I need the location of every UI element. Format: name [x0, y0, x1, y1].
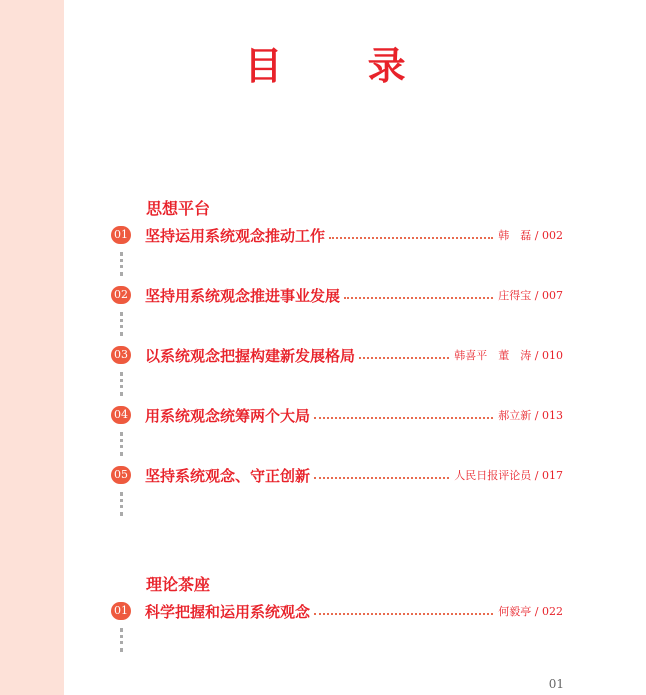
toc-entry[interactable]: [111, 464, 563, 486]
vertical-dots: [120, 628, 126, 652]
entry-number-badge: 01: [111, 602, 131, 620]
entry-author: 郝立新: [498, 409, 532, 422]
toc-entry[interactable]: [111, 344, 563, 366]
entry-page: 002: [542, 229, 563, 242]
vertical-dots: [120, 312, 126, 336]
entry-number-badge: 03: [111, 346, 131, 364]
toc-entry[interactable]: [111, 284, 563, 306]
entry-author: 人民日报评论员: [454, 469, 532, 482]
entry-page: 022: [542, 605, 563, 618]
dot-leader: [329, 237, 493, 239]
toc-title: 目 录: [244, 44, 442, 88]
vertical-dots: [120, 432, 126, 456]
entry-title: 坚持系统观念、守正创新: [145, 466, 311, 485]
entry-title: 以系统观念把握构建新发展格局: [145, 346, 356, 365]
dot-leader: [314, 477, 449, 479]
entry-page: 013: [542, 409, 563, 422]
entry-title: 科学把握和运用系统观念: [145, 602, 311, 621]
dot-leader: [344, 297, 493, 299]
entry-author: 何毅亭: [498, 605, 532, 618]
entry-number-badge: 05: [111, 466, 131, 484]
entry-title: 用系统观念统筹两个大局: [145, 406, 311, 425]
entry-page: 017: [542, 469, 563, 482]
dot-leader: [359, 357, 449, 359]
dot-leader: [314, 417, 493, 419]
dot-leader: [314, 613, 493, 615]
entry-author: 韩 磊: [498, 229, 532, 242]
entry-page: 007: [542, 289, 563, 302]
section-heading: 理论茶座: [146, 575, 211, 594]
vertical-dots: [120, 372, 126, 396]
entry-page: 010: [542, 349, 563, 362]
entry-number-badge: 02: [111, 286, 131, 304]
entry-title: 坚持用系统观念推进事业发展: [145, 286, 341, 305]
entry-author-page: 郝立新 / 013: [498, 409, 563, 422]
entry-author-page: 何毅亭 / 022: [498, 605, 563, 618]
toc-entry[interactable]: [111, 224, 563, 246]
entry-number-badge: 01: [111, 226, 131, 244]
side-band: [0, 0, 64, 695]
entry-author-page: 庄得宝 / 007: [498, 289, 563, 302]
entry-author: 庄得宝: [498, 289, 532, 302]
page-number: 01: [548, 677, 564, 691]
entry-author-page: 韩喜平 董 涛 / 010: [454, 349, 563, 362]
entry-number-badge: 04: [111, 406, 131, 424]
toc-entry[interactable]: [111, 404, 563, 426]
entry-author-page: 人民日报评论员 / 017: [454, 469, 563, 482]
entry-title: 坚持运用系统观念推动工作: [145, 226, 326, 245]
vertical-dots: [120, 492, 126, 516]
entry-author: 韩喜平 董 涛: [454, 349, 532, 362]
vertical-dots: [120, 252, 126, 276]
section-heading: 思想平台: [146, 199, 211, 218]
entry-author-page: 韩 磊 / 002: [498, 229, 563, 242]
toc-entry[interactable]: [111, 600, 563, 622]
